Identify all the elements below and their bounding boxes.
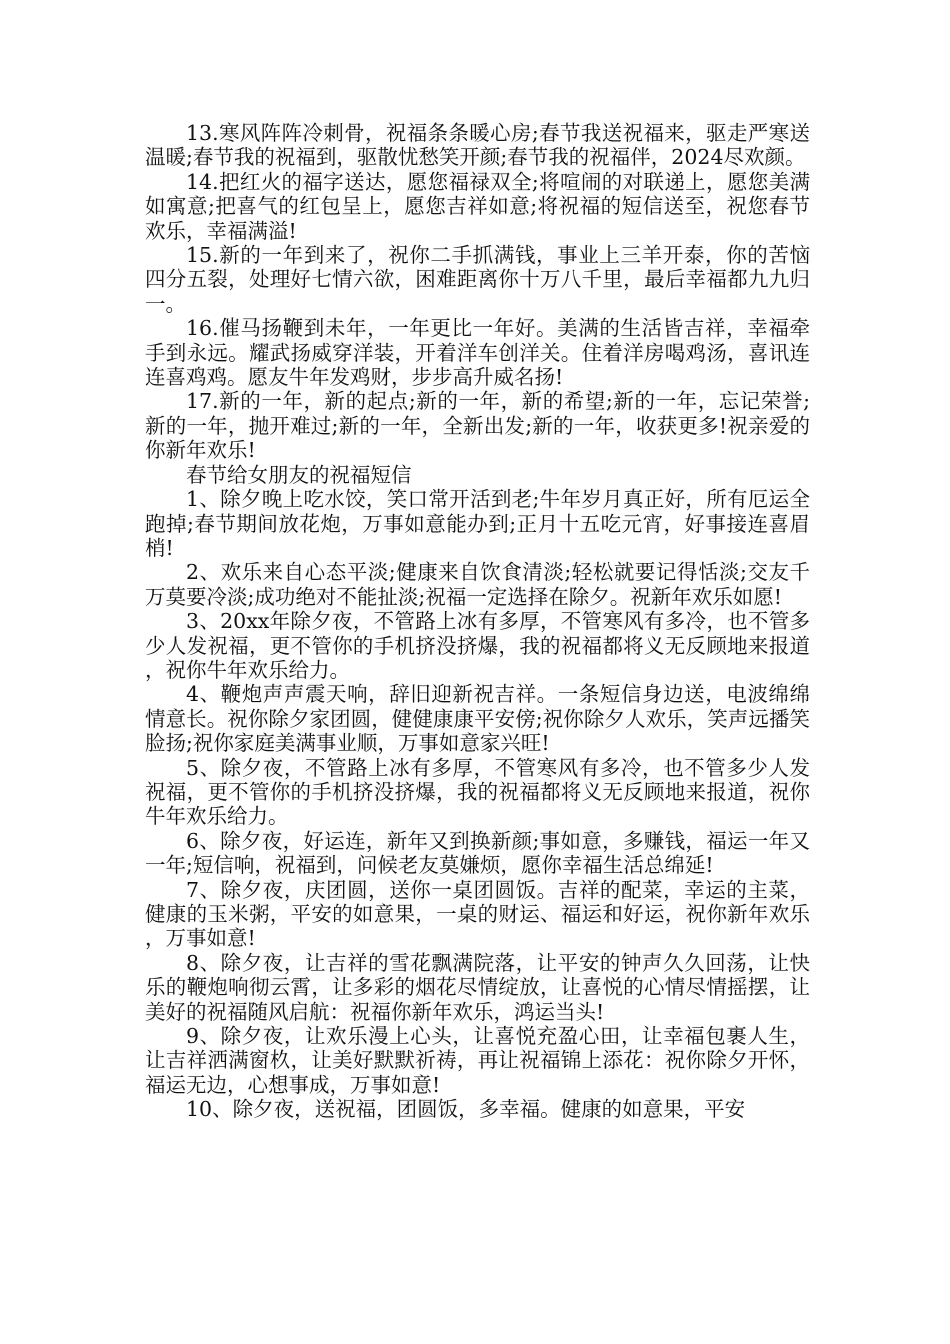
paragraph-17: 17.新的一年，新的起点;新的一年，新的希望;新的一年，忘记荣誉;新的一年，抛开难过;新的一年，全新出发;新的一年，收获更多!祝亲爱的你新年欢乐!	[145, 389, 810, 463]
list-item-1: 1、除夕晚上吃水饺，笑口常开活到老;牛年岁月真正好，所有厄运全跑掉;春节期间放花炮，万事如意能办到;正月十五吃元宵，好事接连喜眉梢!	[145, 487, 810, 560]
list-item-5: 5、除夕夜，不管路上冰有多厚，不管寒风有多冷，也不管多少人发祝福，更不管你的手机挤没挤爆，我的祝福都将义无反顾地来报道，祝你牛年欢乐给力。	[145, 755, 810, 829]
paragraph-14: 14.把红火的福字送达，愿您福禄双全;将喧闹的对联递上，愿您美满如寓意;把喜气的红包呈上，愿您吉祥如意;将祝福的短信送至，祝您春节欢乐，幸福满溢!	[145, 169, 810, 243]
list-item-6: 6、除夕夜，好运连，新年又到换新颜;事如意，多赚钱，福运一年又一年;短信响，祝福到，问候老友莫嫌烦，愿你幸福生活总绵延!	[145, 828, 810, 878]
document-page	[145, 121, 810, 1122]
list-item-2: 2、欢乐来自心态平淡;健康来自饮食清淡;轻松就要记得恬淡;交友千万莫要冷淡;成功绝对不能扯淡;祝福一定选择在除夕。祝新年欢乐如愿!	[145, 560, 810, 609]
paragraph-13: 13.寒风阵阵冷刺骨，祝福条条暖心房;春节我送祝福来，驱走严寒送温暖;春节我的祝福到，驱散忧愁笑开颜;春节我的祝福伴，2024尽欢颜。	[145, 121, 810, 170]
list-item-8: 8、除夕夜，让吉祥的雪花飘满院落，让平安的钟声久久回荡，让快乐的鞭炮响彻云霄，让多彩的烟花尽情绽放，让喜悦的心情尽情摇摆，让美好的祝福随风启航：祝福你新年欢乐，鸿运当头!	[145, 950, 810, 1024]
list-item-10: 10、除夕夜，送祝福，团圆饭，多幸福。健康的如意果，平安	[186, 1097, 746, 1122]
list-item-7: 7、除夕夜，庆团圆，送你一桌团圆饭。吉祥的配菜，幸运的主菜，健康的玉米粥，平安的如意果，一桌的财运、福运和好运，祝你新年欢乐，万事如意!	[145, 877, 810, 951]
list-item-3: 3、20xx年除夕夜，不管路上冰有多厚，不管寒风有多冷，也不管多少人发祝福，更不管你的手机挤没挤爆，我的祝福都将义无反顾地来报道，祝你牛年欢乐给力。	[145, 609, 810, 682]
list-item-9: 9、除夕夜，让欢乐漫上心头，让喜悦充盈心田，让幸福包裹人生，让吉祥洒满窗杦，让美好默默祈祷，再让祝福锦上添花：祝你除夕开怀，福运无边，心想事成，万事如意!	[145, 1024, 810, 1097]
section-heading: 春节给女朋友的祝福短信	[186, 462, 412, 487]
list-item-4: 4、鞭炮声声震天响，辞旧迎新祝吉祥。一条短信身边送，电波绵绵情意长。祝你除夕家团圆，健健康康平安傍;祝你除夕人欢乐，笑声远播笑脸扬;祝你家庭美满事业顺，万事如意家兴旺!	[145, 682, 810, 756]
paragraph-16: 16.催马扬鞭到未年，一年更比一年好。美满的生活皆吉祥，幸福牵手到永远。耀武扬威穿洋装，开着洋车创洋关。住着洋房喝鸡汤，喜讯连连喜鸡鸡。愿友牛年发鸡财，步步高升威名扬!	[145, 316, 810, 390]
paragraph-15: 15.新的一年到来了，祝你二手抓满钱，事业上三羊开泰，你的苦恼四分五裂，处理好七情六欲，困难距离你十万八千里，最后幸福都九九归一。	[145, 243, 810, 316]
